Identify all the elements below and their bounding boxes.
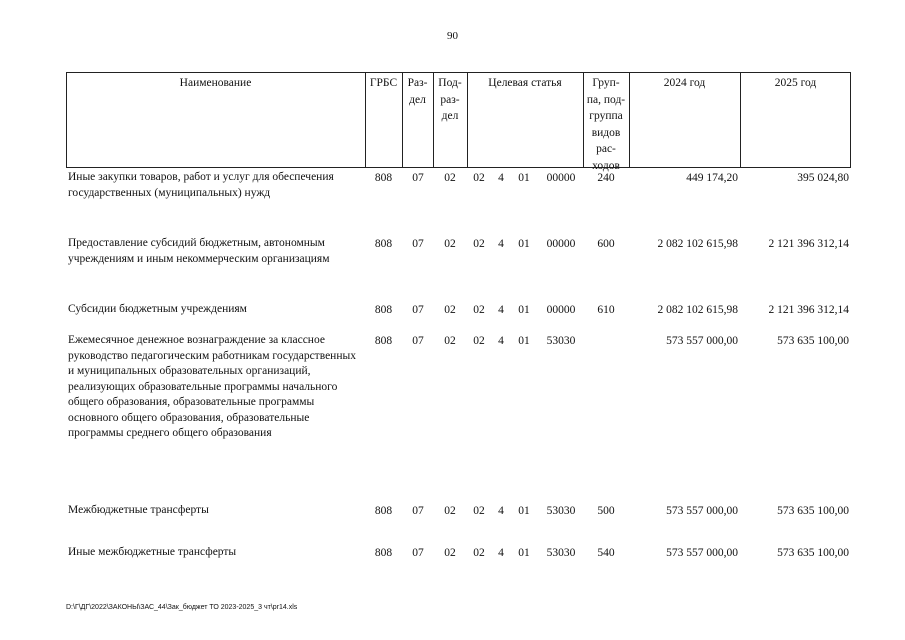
row-podrazdel: 02 bbox=[444, 304, 456, 316]
row-name: Ежемесячное денежное вознаграждение за классное руководство педагогическим работникам государственных и муниципальных образовательных организаций, реализующих образовательные программы начального общего образования, образовательные программы основного общего образования, образовательные программы среднего общего образования bbox=[68, 334, 356, 439]
header-razdel: Раз- дел bbox=[407, 77, 428, 106]
file-path-footer: D:\Г\ДГ\2022\ЗАКОНЫ\ЗАС_44\Зак_бюджет ТО 2023-2025_3 чт\pr14.xls bbox=[66, 604, 298, 611]
row-target-3: 01 bbox=[518, 335, 530, 347]
row-name: Межбюджетные трансферты bbox=[68, 504, 209, 516]
row-target-4: 53030 bbox=[546, 335, 576, 347]
row-amount-2025: 395 024,80 bbox=[797, 172, 849, 184]
row-podrazdel: 02 bbox=[444, 238, 456, 250]
row-grbs: 808 bbox=[374, 238, 393, 250]
row-target-3: 01 bbox=[518, 547, 530, 559]
header-expense-group: Груп- па, под- группа видов рас- ходов bbox=[586, 77, 626, 172]
row-amount-2024: 573 557 000,00 bbox=[666, 335, 738, 347]
row-target-4: 53030 bbox=[546, 547, 576, 559]
row-razdel: 07 bbox=[412, 238, 424, 250]
row-target-2: 4 bbox=[498, 238, 504, 250]
row-expense-group: 240 bbox=[597, 172, 615, 184]
row-podrazdel: 02 bbox=[444, 335, 456, 347]
row-amount-2025: 2 121 396 312,14 bbox=[768, 304, 849, 316]
row-target-1: 02 bbox=[473, 505, 485, 517]
row-expense-group: 600 bbox=[597, 238, 615, 250]
row-target-2: 4 bbox=[498, 304, 504, 316]
row-razdel: 07 bbox=[412, 172, 424, 184]
row-razdel: 07 bbox=[412, 335, 424, 347]
row-target-1: 02 bbox=[473, 335, 485, 347]
header-podrazdel: Под- раз- дел bbox=[438, 77, 462, 122]
row-target-2: 4 bbox=[498, 547, 504, 559]
row-target-3: 01 bbox=[518, 172, 530, 184]
row-expense-group: 500 bbox=[597, 505, 615, 517]
page-number: 90 bbox=[447, 30, 458, 42]
header-2024: 2024 год bbox=[663, 77, 706, 89]
row-expense-group: 540 bbox=[597, 547, 615, 559]
row-amount-2024: 2 082 102 615,98 bbox=[657, 238, 738, 250]
row-amount-2025: 573 635 100,00 bbox=[777, 335, 849, 347]
row-expense-group: 610 bbox=[597, 304, 615, 316]
row-target-4: 53030 bbox=[546, 505, 576, 517]
row-target-3: 01 bbox=[518, 304, 530, 316]
row-name: Иные межбюджетные трансферты bbox=[68, 546, 237, 558]
row-target-4: 00000 bbox=[546, 238, 576, 250]
row-target-2: 4 bbox=[498, 172, 504, 184]
header-2025: 2025 год bbox=[774, 77, 817, 89]
row-razdel: 07 bbox=[412, 304, 424, 316]
row-target-4: 00000 bbox=[546, 172, 576, 184]
row-target-1: 02 bbox=[473, 172, 485, 184]
header-name: Наименование bbox=[179, 77, 252, 89]
row-name: Иные закупки товаров, работ и услуг для обеспечения государственных (муниципальных) нужд bbox=[68, 171, 334, 199]
row-target-4: 00000 bbox=[546, 304, 576, 316]
row-target-1: 02 bbox=[473, 238, 485, 250]
row-grbs: 808 bbox=[374, 335, 393, 347]
header-grbs: ГРБС bbox=[369, 77, 398, 89]
row-name: Субсидии бюджетным учреждениям bbox=[68, 303, 247, 315]
row-grbs: 808 bbox=[374, 547, 393, 559]
row-razdel: 07 bbox=[412, 505, 424, 517]
row-amount-2024: 449 174,20 bbox=[686, 172, 738, 184]
row-target-3: 01 bbox=[518, 505, 530, 517]
row-target-3: 01 bbox=[518, 238, 530, 250]
row-target-2: 4 bbox=[498, 335, 504, 347]
header-target-article: Целевая статья bbox=[488, 77, 562, 89]
row-grbs: 808 bbox=[374, 505, 393, 517]
row-amount-2024: 573 557 000,00 bbox=[666, 547, 738, 559]
row-amount-2025: 573 635 100,00 bbox=[777, 505, 849, 517]
row-target-1: 02 bbox=[473, 547, 485, 559]
row-amount-2024: 573 557 000,00 bbox=[666, 505, 738, 517]
row-grbs: 808 bbox=[374, 172, 393, 184]
row-name: Предоставление субсидий бюджетным, автономным учреждениям и иным некоммерческим организациям bbox=[68, 237, 330, 265]
row-target-2: 4 bbox=[498, 505, 504, 517]
row-podrazdel: 02 bbox=[444, 172, 456, 184]
row-target-1: 02 bbox=[473, 304, 485, 316]
row-grbs: 808 bbox=[374, 304, 393, 316]
row-amount-2024: 2 082 102 615,98 bbox=[657, 304, 738, 316]
row-amount-2025: 573 635 100,00 bbox=[777, 547, 849, 559]
row-podrazdel: 02 bbox=[444, 547, 456, 559]
row-razdel: 07 bbox=[412, 547, 424, 559]
row-amount-2025: 2 121 396 312,14 bbox=[768, 238, 849, 250]
row-podrazdel: 02 bbox=[444, 505, 456, 517]
